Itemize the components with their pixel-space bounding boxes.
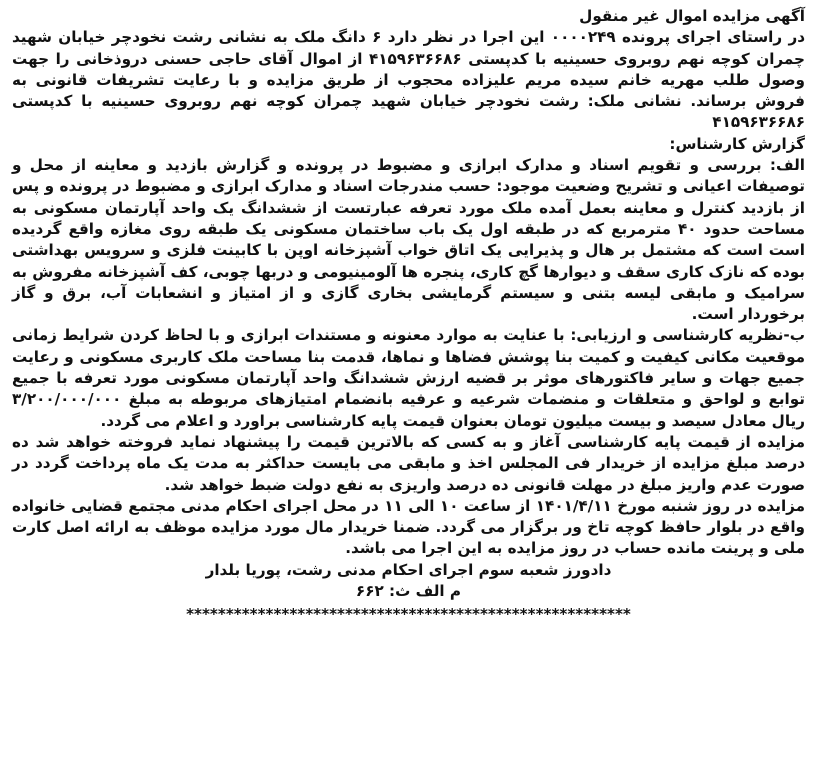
auction-terms: مزایده از قیمت پایه کارشناسی آغاز و به کسی که بالاترین قیمت را پیشنهاد نماید فروخته خواهد شد ده درصد مبلغ مزایده از خریدار فی المجلس اخذ و مابقی می بایست حداکثر به مدت یک ماه پرداخت گردد در صورت عدم واریز مبلغ در مهلت قانونی ده درصد واریزی به نفع دولت ضبط خواهد شد. — [12, 432, 805, 494]
signature: دادورز شعبه سوم اجرای احکام مدنی رشت، پوریا بلدار — [205, 560, 612, 579]
report-heading: گزارش کارشناس: — [669, 134, 805, 153]
star-divider: ******************************************************** — [186, 605, 631, 624]
reference-number: م الف ث: ۶۶۲ — [355, 582, 462, 601]
report-section-a: الف: بررسی و تقویم اسناد و مدارک ابرازی و مضبوط در پرونده و گزارش بازدید و معاینه از محل و توصیفات اعیانی و تشریح وضعیت موجود: حسب مندرجات اسناد و مدارک ابرازی و مضبوط در پرونده و پس از بازدید کنترل و معاینه بعمل آمده ملک مورد تعرفه عبارتست از ششدانگ یک واحد آپارتمان مسکونی به مساحت حدود ۴۰ مترمربع که در طبقه اول یک باب ساختمان مسکونی یک طبقه روی مغازه واقع گردیده است است که مشتمل بر هال و پذیرایی یک اتاق خواب آشپزخانه اوپن با کابینت فلزی و سرویس بهداشتی بوده که نازک کاری سقف و دیوارها گچ کاری، پنجره ها آلومینیومی و دربها چوبی، کف آشپزخانه مفروش به سرامیک و مابقی لیسه بتنی و سیستم گرمایشی بخاری گازی و از امتیاز و انشعابات آب، برق و گاز برخوردار است. — [12, 156, 805, 324]
notice-title: آگهی مزایده اموال غیر منقول — [579, 7, 805, 25]
notice-intro: در راستای اجرای پرونده ۰۰۰۰۲۴۹ این اجرا در نظر دارد ۶ دانگ ملک به نشانی رشت نخودچر خیابان شهید چمران کوچه نهم روبروی حسینیه با کدپستی ۴۱۵۹۶۳۶۶۸۶ از اموال آقای حاجی حسنی دروذخانی را جهت وصول طلب مهریه خانم سیده مریم علیزاده محجوب از طریق مزایده و با رعایت تشریفات قانونی به فروش برساند. نشانی ملک: رشت نخودچر خیابان شهید چمران کوچه نهم روبروی حسینیه با کدپستی ۴۱۵۹۶۳۶۶۸۶ — [12, 28, 806, 132]
report-section-b: ب-نظریه کارشناسی و ارزیابی: با عنایت به موارد معنونه و مستندات ابرازی و با لحاظ کردن شرایط زمانی موقعیت مکانی کیفیت و کمیت بنا پوشش فضاها و نماها، قدمت بنا مساحت ملک کاربری مسکونی و رعایت جمیع جهات و سایر فاکتورهای موثر بر قضیه ارزش ششدانگ واحد آپارتمان مسکونی مورد تعرفه با جمیع توابع و لواحق و متعلقات و منضمات شرعیه و عرفیه بانضمام امتیازهای مربوطه به مبلغ ۳/۲۰۰/۰۰۰/۰۰۰ ریال معادل سیصد و بیست میلیون تومان بعنوان قیمت پایه کارشناسی براورد و اعلام می گردد. — [12, 326, 805, 430]
auction-notice — [6, 6, 811, 765]
auction-date: مزایده در روز شنبه مورخ ۱۴۰۱/۴/۱۱ از ساعت ۱۰ الی ۱۱ در محل اجرای احکام مدنی مجتمع قضایی خانواده واقع در بلوار حافظ کوچه تاخ ور برگزار می گردد. ضمنا خریدار مال مورد مزایده موظف به ارائه اصل کارت ملی و پرینت مانده حساب در روز مزایده به این اجرا می باشد. — [12, 496, 806, 558]
